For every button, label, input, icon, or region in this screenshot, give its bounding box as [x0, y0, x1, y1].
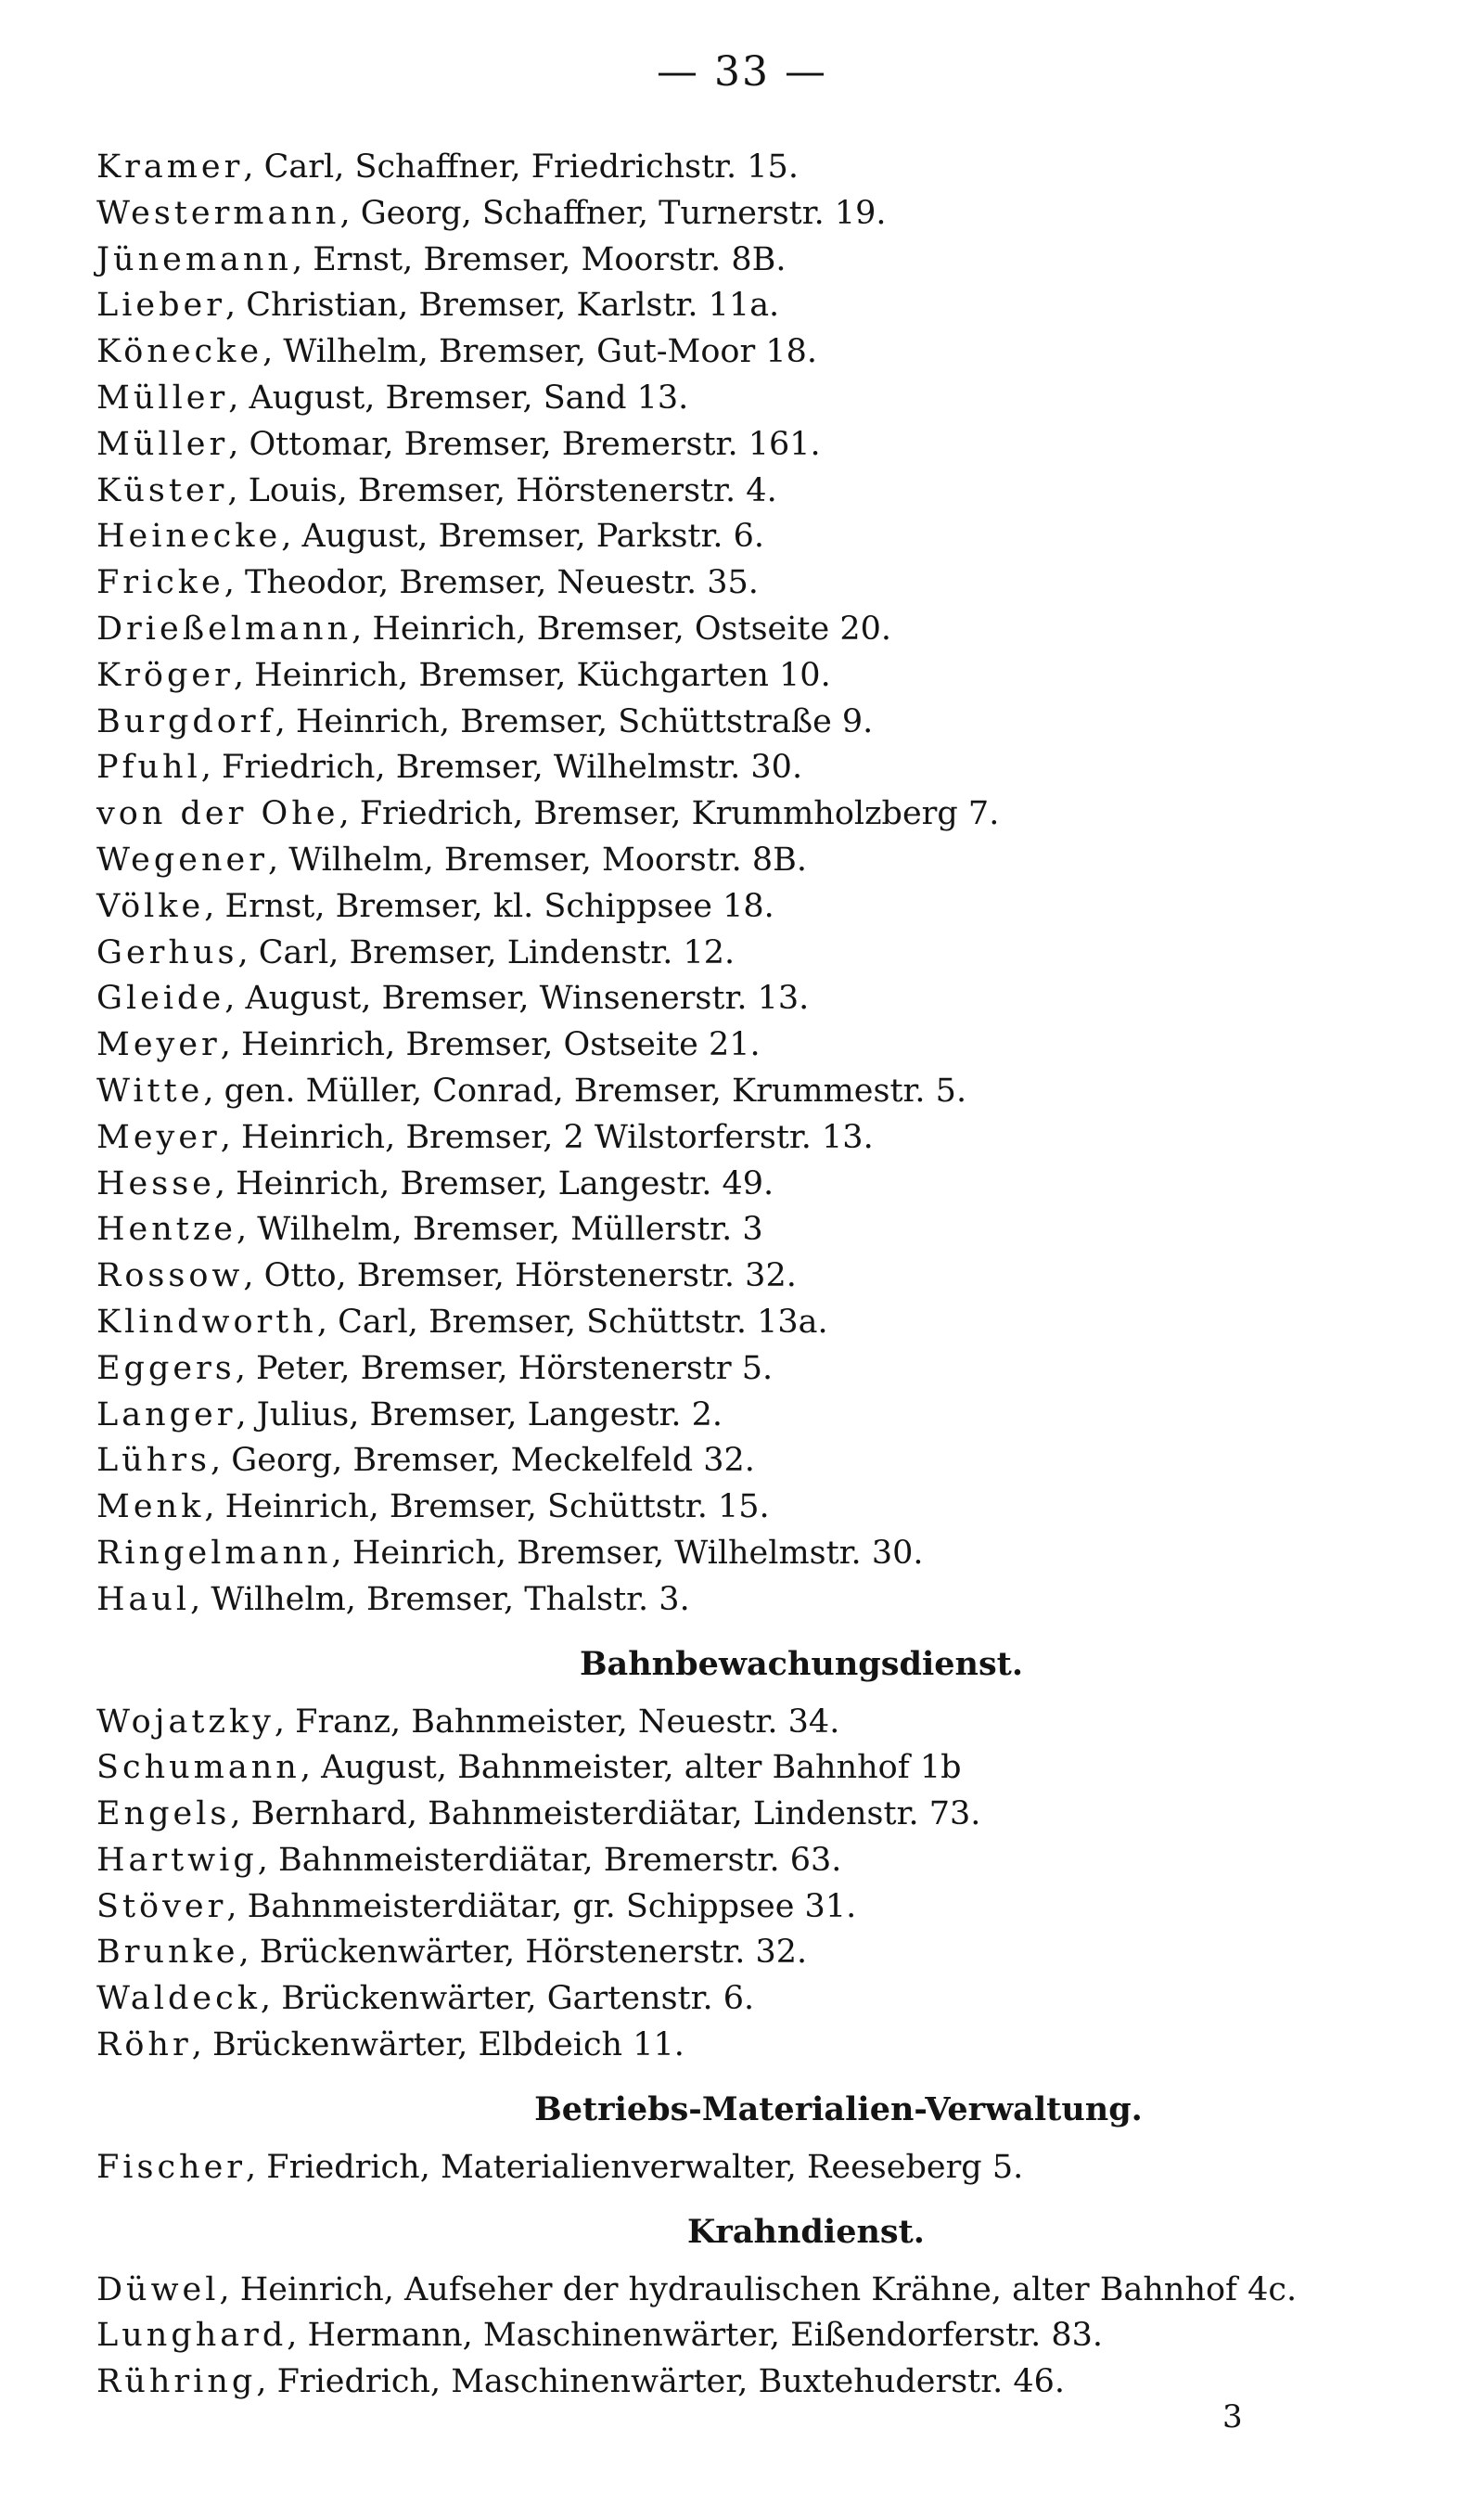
directory-entry: Schumann, August, Bahnmeister, alter Bahnhof 1b	[96, 1749, 962, 1787]
entry-surname: Ringelmann	[96, 1534, 332, 1572]
entry-surname: Menk	[96, 1488, 205, 1526]
entry-details: Bahnmeisterdiätar, Bremerstr. 63.	[278, 1841, 842, 1879]
directory-entry: Fricke, Theodor, Bremser, Neuestr. 35.	[96, 564, 759, 602]
entry-surname: Wegener	[96, 841, 268, 879]
entry-surname: Kramer	[96, 148, 244, 186]
entry-surname: Eggers	[96, 1349, 236, 1387]
directory-entry: Lührs, Georg, Bremser, Meckelfeld 32.	[96, 1442, 755, 1480]
entry-surname: Völke	[96, 887, 205, 925]
directory-entry: Pfuhl, Friedrich, Bremser, Wilhelmstr. 30.	[96, 749, 803, 787]
entry-details: Ernst, Bremser, kl. Schippsee 18.	[224, 887, 774, 925]
entry-surname: Jünemann	[96, 240, 292, 278]
entry-surname: Gleide	[96, 980, 225, 1018]
directory-entry: Fischer, Friedrich, Materialienverwalter, Reeseberg 5.	[96, 2148, 1024, 2186]
entry-details: Ottomar, Bremser, Bremerstr. 161.	[249, 425, 821, 463]
entry-surname: Hesse	[96, 1164, 215, 1202]
directory-entry: Küster, Louis, Bremser, Hörstenerstr. 4.	[96, 471, 777, 509]
directory-entry: von der Ohe, Friedrich, Bremser, Krummholzberg 7.	[96, 795, 1000, 833]
entry-surname: Heinecke	[96, 518, 282, 556]
entry-surname: Pfuhl	[96, 749, 201, 787]
entry-details: Friedrich, Bremser, Wilhelmstr. 30.	[222, 749, 803, 787]
entry-details: Carl, Bremser, Lindenstr. 12.	[258, 933, 736, 971]
directory-entry: Engels, Bernhard, Bahnmeisterdiätar, Lindenstr. 73.	[96, 1795, 981, 1833]
entry-details: Brückenwärter, Elbdeich 11.	[211, 2026, 684, 2064]
entry-surname: Hartwig	[96, 1841, 258, 1879]
entry-details: Wilhelm, Bremser, Moorstr. 8B.	[288, 841, 807, 879]
directory-entry: Westermann, Georg, Schaffner, Turnerstr. 19.	[96, 194, 887, 232]
entry-surname: Meyer	[96, 1118, 221, 1156]
entry-details: Heinrich, Bremser, Langestr. 49.	[236, 1164, 774, 1202]
entry-details: Friedrich, Materialienverwalter, Reeseberg 5.	[266, 2148, 1024, 2186]
directory-entry: Klindworth, Carl, Bremser, Schüttstr. 13a.	[96, 1303, 828, 1341]
entry-details: Louis, Bremser, Hörstenerstr. 4.	[248, 471, 777, 509]
entry-surname: Lieber	[96, 287, 225, 325]
entry-surname: Lunghard	[96, 2317, 288, 2355]
entry-details: Bernhard, Bahnmeisterdiätar, Lindenstr. 73.	[250, 1795, 981, 1833]
directory-list	[96, 145, 1451, 2406]
directory-entry: Drießelmann, Heinrich, Bremser, Ostseite 20.	[96, 610, 891, 648]
entry-surname: Drießelmann	[96, 610, 352, 648]
entry-details: Wilhelm, Bremser, Thalstr. 3.	[211, 1580, 690, 1618]
entry-details: Hermann, Maschinenwärter, Eißendorferstr. 83.	[307, 2317, 1103, 2355]
directory-entry: Waldeck, Brückenwärter, Gartenstr. 6.	[96, 1980, 755, 2018]
entry-details: Wilhelm, Bremser, Müllerstr. 3	[257, 1211, 763, 1249]
directory-entry: Meyer, Heinrich, Bremser, 2 Wilstorferstr. 13.	[96, 1118, 874, 1156]
directory-entry: Langer, Julius, Bremser, Langestr. 2.	[96, 1395, 723, 1433]
entry-surname: von der Ohe	[96, 795, 339, 833]
directory-entry: Kramer, Carl, Schaffner, Friedrichstr. 15.	[96, 148, 799, 186]
directory-entry: Brunke, Brückenwärter, Hörstenerstr. 32.	[96, 1934, 808, 1972]
entry-details: August, Bahnmeister, alter Bahnhof 1b	[321, 1749, 962, 1787]
entry-surname: Stöver	[96, 1887, 227, 1925]
entry-details: Bahnmeisterdiätar, gr. Schippsee 31.	[247, 1887, 857, 1925]
entry-details: August, Bremser, Sand 13.	[249, 379, 689, 417]
entry-surname: Wojatzky	[96, 1703, 275, 1741]
directory-entry: Gleide, August, Bremser, Winsenerstr. 13.	[96, 980, 810, 1018]
directory-entry: Wojatzky, Franz, Bahnmeister, Neuestr. 34.	[96, 1703, 840, 1741]
signature-mark: 3	[1222, 2398, 1243, 2435]
entry-details: Christian, Bremser, Karlstr. 11a.	[246, 287, 780, 325]
entry-surname: Rossow	[96, 1257, 244, 1295]
entry-surname: Könecke	[96, 333, 263, 371]
entry-surname: Kröger	[96, 656, 234, 694]
entry-details: August, Bremser, Winsenerstr. 13.	[245, 980, 810, 1018]
directory-entry: Müller, August, Bremser, Sand 13.	[96, 379, 689, 417]
directory-entry: Lunghard, Hermann, Maschinenwärter, Eißendorferstr. 83.	[96, 2317, 1103, 2355]
entry-surname: Fricke	[96, 564, 224, 602]
directory-entry: Witte, gen. Müller, Conrad, Bremser, Krummestr. 5.	[96, 1072, 967, 1110]
entry-surname: Müller	[96, 379, 229, 417]
entry-details: Heinrich, Bremser, Schüttstr. 15.	[224, 1488, 770, 1526]
directory-entry: Kröger, Heinrich, Bremser, Küchgarten 10.	[96, 656, 831, 694]
entry-details: Friedrich, Bremser, Krummholzberg 7.	[359, 795, 1000, 833]
entry-details: Peter, Bremser, Hörstenerstr 5.	[256, 1349, 774, 1387]
entry-details: gen. Müller, Conrad, Bremser, Krummestr. 5.	[224, 1072, 967, 1110]
directory-entry: Eggers, Peter, Bremser, Hörstenerstr 5.	[96, 1349, 774, 1387]
entry-details: Otto, Bremser, Hörstenerstr. 32.	[263, 1257, 797, 1295]
entry-surname: Schumann	[96, 1749, 301, 1787]
directory-entry: Müller, Ottomar, Bremser, Bremerstr. 161.	[96, 425, 821, 463]
directory-entry: Röhr, Brückenwärter, Elbdeich 11.	[96, 2026, 684, 2064]
directory-entry: Stöver, Bahnmeisterdiätar, gr. Schippsee 31.	[96, 1887, 857, 1925]
entry-surname: Burgdorf	[96, 702, 275, 740]
directory-entry: Haul, Wilhelm, Bremser, Thalstr. 3.	[96, 1580, 690, 1618]
entry-details: Heinrich, Bremser, Küchgarten 10.	[254, 656, 831, 694]
entry-surname: Rühring	[96, 2363, 257, 2401]
entry-details: Friedrich, Maschinenwärter, Buxtehuderstr. 46.	[276, 2363, 1066, 2401]
section-heading: Bahnbewachungsdienst.	[579, 1644, 1024, 1683]
section-heading: Krahndienst.	[687, 2212, 925, 2251]
entry-details: August, Bremser, Parkstr. 6.	[301, 518, 765, 556]
entry-details: Brückenwärter, Gartenstr. 6.	[281, 1980, 755, 2018]
directory-entry: Meyer, Heinrich, Bremser, Ostseite 21.	[96, 1026, 761, 1064]
entry-details: Heinrich, Bremser, 2 Wilstorferstr. 13.	[241, 1118, 874, 1156]
entry-details: Heinrich, Bremser, Schüttstraße 9.	[295, 702, 874, 740]
section-heading: Betriebs-Materialien-Verwaltung.	[534, 2089, 1143, 2128]
entry-surname: Lührs	[96, 1442, 211, 1480]
directory-entry: Ringelmann, Heinrich, Bremser, Wilhelmstr. 30.	[96, 1534, 924, 1572]
entry-details: Ernst, Bremser, Moorstr. 8B.	[313, 240, 787, 278]
directory-entry: Rühring, Friedrich, Maschinenwärter, Buxtehuderstr. 46.	[96, 2363, 1066, 2401]
directory-entry: Hartwig, Bahnmeisterdiätar, Bremerstr. 63.	[96, 1841, 842, 1879]
directory-entry: Lieber, Christian, Bremser, Karlstr. 11a.	[96, 287, 780, 325]
entry-details: Heinrich, Bremser, Wilhelmstr. 30.	[352, 1534, 924, 1572]
entry-details: Julius, Bremser, Langestr. 2.	[256, 1395, 723, 1433]
entry-surname: Fischer	[96, 2148, 247, 2186]
directory-entry: Heinecke, August, Bremser, Parkstr. 6.	[96, 518, 765, 556]
directory-entry: Burgdorf, Heinrich, Bremser, Schüttstraße 9.	[96, 702, 874, 740]
entry-surname: Langer	[96, 1395, 237, 1433]
directory-entry: Menk, Heinrich, Bremser, Schüttstr. 15.	[96, 1488, 770, 1526]
entry-surname: Witte	[96, 1072, 204, 1110]
entry-surname: Klindworth	[96, 1303, 317, 1341]
directory-entry: Gerhus, Carl, Bremser, Lindenstr. 12.	[96, 933, 736, 971]
entry-surname: Westermann	[96, 194, 340, 232]
entry-details: Carl, Bremser, Schüttstr. 13a.	[338, 1303, 828, 1341]
entry-details: Franz, Bahnmeister, Neuestr. 34.	[295, 1703, 840, 1741]
entry-surname: Düwel	[96, 2270, 220, 2308]
entry-details: Wilhelm, Bremser, Gut-Moor 18.	[283, 333, 818, 371]
entry-surname: Waldeck	[96, 1980, 261, 2018]
entry-details: Theodor, Bremser, Neuestr. 35.	[245, 564, 759, 602]
entry-details: Brückenwärter, Hörstenerstr. 32.	[259, 1934, 808, 1972]
directory-entry: Hesse, Heinrich, Bremser, Langestr. 49.	[96, 1164, 774, 1202]
directory-entry: Wegener, Wilhelm, Bremser, Moorstr. 8B.	[96, 841, 807, 879]
entry-surname: Haul	[96, 1580, 191, 1618]
entry-details: Carl, Schaffner, Friedrichstr. 15.	[263, 148, 799, 186]
directory-entry: Düwel, Heinrich, Aufseher der hydraulischen Krähne, alter Bahnhof 4c.	[96, 2270, 1298, 2308]
entry-details: Georg, Bremser, Meckelfeld 32.	[231, 1442, 755, 1480]
directory-entry: Rossow, Otto, Bremser, Hörstenerstr. 32.	[96, 1257, 797, 1295]
entry-surname: Engels	[96, 1795, 231, 1833]
entry-surname: Brunke	[96, 1934, 239, 1972]
entry-details: Georg, Schaffner, Turnerstr. 19.	[360, 194, 887, 232]
entry-surname: Gerhus	[96, 933, 238, 971]
entry-details: Heinrich, Bremser, Ostseite 21.	[241, 1026, 761, 1064]
entry-details: Heinrich, Bremser, Ostseite 20.	[372, 610, 891, 648]
entry-surname: Küster	[96, 471, 228, 509]
entry-surname: Meyer	[96, 1026, 221, 1064]
directory-entry: Könecke, Wilhelm, Bremser, Gut-Moor 18.	[96, 333, 818, 371]
directory-entry: Hentze, Wilhelm, Bremser, Müllerstr. 3	[96, 1211, 763, 1249]
directory-entry: Völke, Ernst, Bremser, kl. Schippsee 18.	[96, 887, 774, 925]
entry-surname: Röhr	[96, 2026, 192, 2064]
entry-surname: Müller	[96, 425, 229, 463]
entry-details: Heinrich, Aufseher der hydraulischen Krähne, alter Bahnhof 4c.	[239, 2270, 1298, 2308]
entry-surname: Hentze	[96, 1211, 237, 1249]
directory-entry: Jünemann, Ernst, Bremser, Moorstr. 8B.	[96, 240, 787, 278]
page-number: — 33 —	[657, 48, 827, 96]
